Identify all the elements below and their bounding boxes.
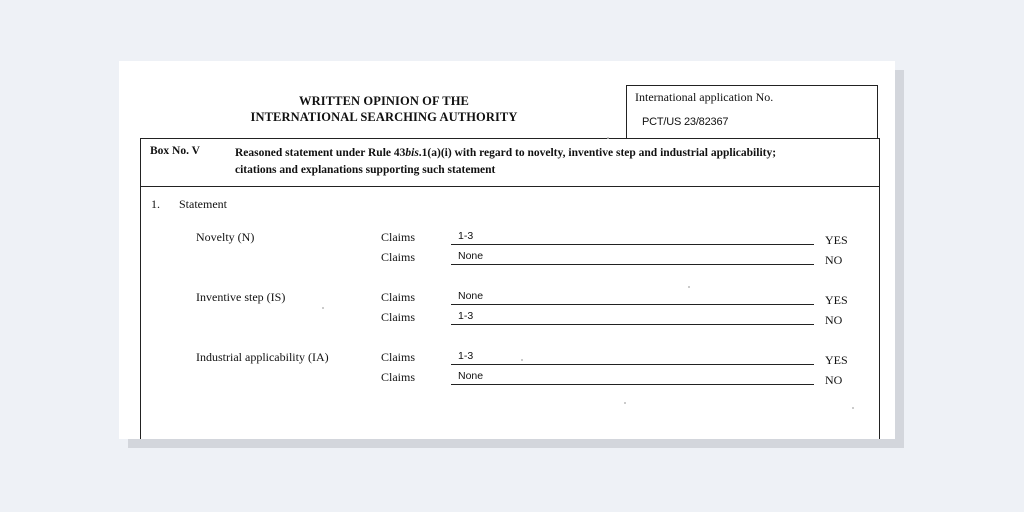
- claims-label: Claims: [381, 350, 416, 364]
- claims-label: Claims: [381, 310, 416, 324]
- box-number: Box No. V: [150, 145, 200, 157]
- application-number-value: PCT/US 23/82367: [642, 116, 729, 128]
- novelty-yes-claims: [451, 230, 814, 245]
- industrial-applicability-yes-claims: [451, 350, 814, 365]
- novelty-no-claims: [451, 250, 814, 265]
- scan-speck: [521, 359, 523, 361]
- yes-label: YES: [825, 233, 848, 247]
- claims-label: Claims: [381, 370, 416, 384]
- scan-speck: [624, 402, 626, 404]
- application-number-label: International application No.: [635, 90, 774, 104]
- scan-speck: [607, 137, 609, 139]
- industrial-applicability-no-claims: [451, 370, 814, 385]
- criterion-inventive-step: Inventive step (IS): [196, 290, 286, 304]
- box-heading-line-2: citations and explanations supporting such statement: [235, 164, 496, 176]
- box-v-header: [141, 139, 879, 187]
- box-v-frame: [140, 138, 880, 439]
- no-label: NO: [825, 253, 843, 267]
- novelty-no-value: None: [458, 250, 484, 262]
- title-line-1: WRITTEN OPINION OF THE: [299, 94, 469, 108]
- box-heading-line-1: Reasoned statement under Rule 43bis.1(a)(i) with regard to novelty, inventive step and industrial applicability;: [235, 147, 777, 159]
- claims-label: Claims: [381, 290, 416, 304]
- inventive-step-yes-value: None: [458, 290, 484, 302]
- document-title: [219, 93, 549, 125]
- title-line-2: INTERNATIONAL SEARCHING AUTHORITY: [250, 110, 518, 124]
- yes-label: YES: [825, 293, 848, 307]
- claims-label: Claims: [381, 230, 416, 244]
- inventive-step-no-claims: [451, 310, 814, 325]
- box-heading: [235, 145, 875, 179]
- criterion-industrial-applicability: Industrial applicability (IA): [196, 350, 329, 364]
- yes-label: YES: [825, 353, 848, 367]
- industrial-applicability-no-value: None: [458, 370, 484, 382]
- document-page: [119, 61, 895, 439]
- industrial-applicability-yes-value: 1-3: [458, 350, 474, 362]
- no-label: NO: [825, 313, 843, 327]
- criterion-novelty: Novelty (N): [196, 230, 255, 244]
- no-label: NO: [825, 373, 843, 387]
- claims-label: Claims: [381, 250, 416, 264]
- statement-number: 1.: [151, 197, 160, 211]
- inventive-step-no-value: 1-3: [458, 310, 474, 322]
- scan-speck: [322, 307, 324, 309]
- inventive-step-yes-claims: [451, 290, 814, 305]
- application-number-box: [626, 85, 878, 139]
- scan-speck: [688, 286, 690, 288]
- novelty-yes-value: 1-3: [458, 230, 474, 242]
- scan-speck: [852, 407, 854, 409]
- statement-label: Statement: [179, 197, 227, 211]
